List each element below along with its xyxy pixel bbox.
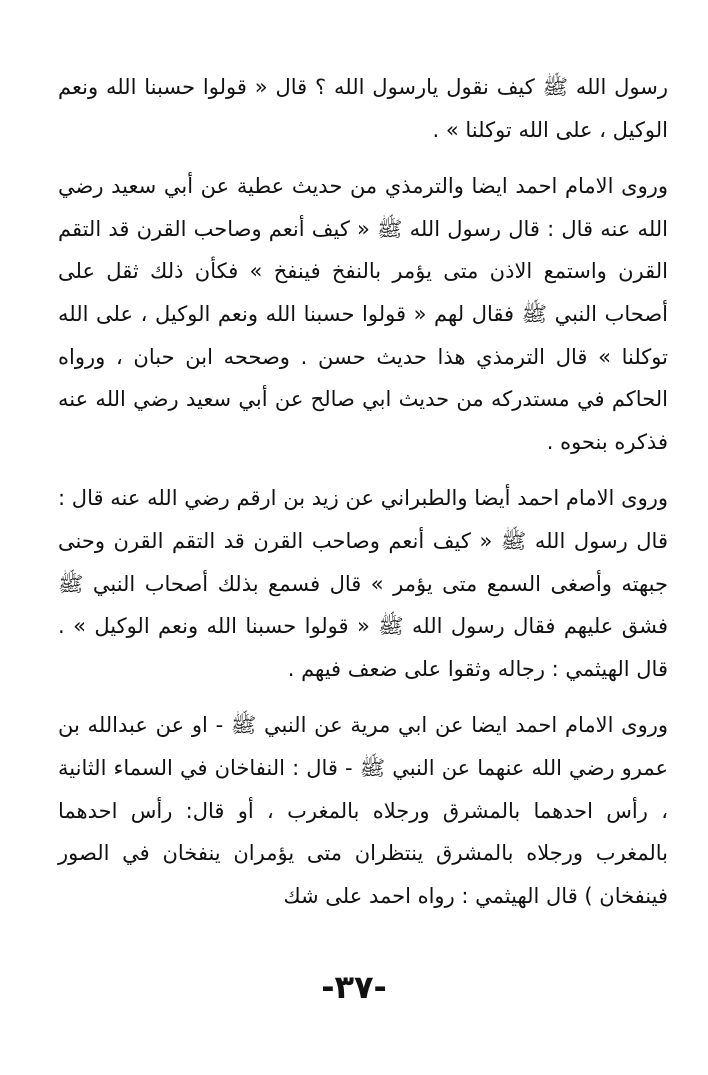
paragraph-4: وروى الامام احمد ايضا عن ابي مرية عن النبي ﷺ - او عن عبدالله بن عمرو رضي الله عنهما عن النبي ﷺ - قال : النفاخان في السماء الثانية ، رأس احدهما بالمشرق ورجلاه بالمغرب ، أو قال: رأس احدهما بالمغرب ورجلاه بالمشرق ينتظران متى يؤمران ينفخان في الصور فينفخان ) قال الهيثمي : رواه احمد على شك — [58, 713, 668, 908]
paragraph-3: وروى الامام احمد أيضا والطبراني عن زيد بن ارقم رضي الله عنه قال : قال رسول الله ﷺ « كيف أنعم وصاحب القرن قد التقم القرن وحنى جبهته وأصغى السمع متى يؤمر » قال فسمع بذلك أصحاب النبي ﷺ فشق عليهم فقال رسول الله ﷺ « قولوا حسبنا الله ونعم الوكيل » . قال الهيثمي : رجاله وثقوا على ضعف فيهم . — [58, 486, 668, 681]
paragraph-1: رسول الله ﷺ كيف نقول يارسول الله ؟ قال « قولوا حسبنا الله ونعم الوكيل ، على الله توكلنا » . — [58, 75, 668, 142]
page-number: -٣٧- — [321, 968, 387, 1006]
body-text — [58, 66, 668, 931]
paragraph-2: وروى الامام احمد ايضا والترمذي من حديث عطية عن أبي سعيد رضي الله عنه قال : قال رسول الله ﷺ « كيف أنعم وصاحب القرن قد التقم القرن واستمع الاذن متى يؤمر بالنفخ فينفخ » فكأن ذلك ثقل على أصحاب النبي ﷺ فقال لهم « قولوا حسبنا الله ونعم الوكيل ، على الله توكلنا » قال الترمذي هذا حديث حسن . وصححه ابن حبان ، ورواه الحاكم في مستدركه من حديث ابي صالح عن أبي سعيد رضي الله عنه فذكره بنحوه . — [58, 174, 668, 454]
